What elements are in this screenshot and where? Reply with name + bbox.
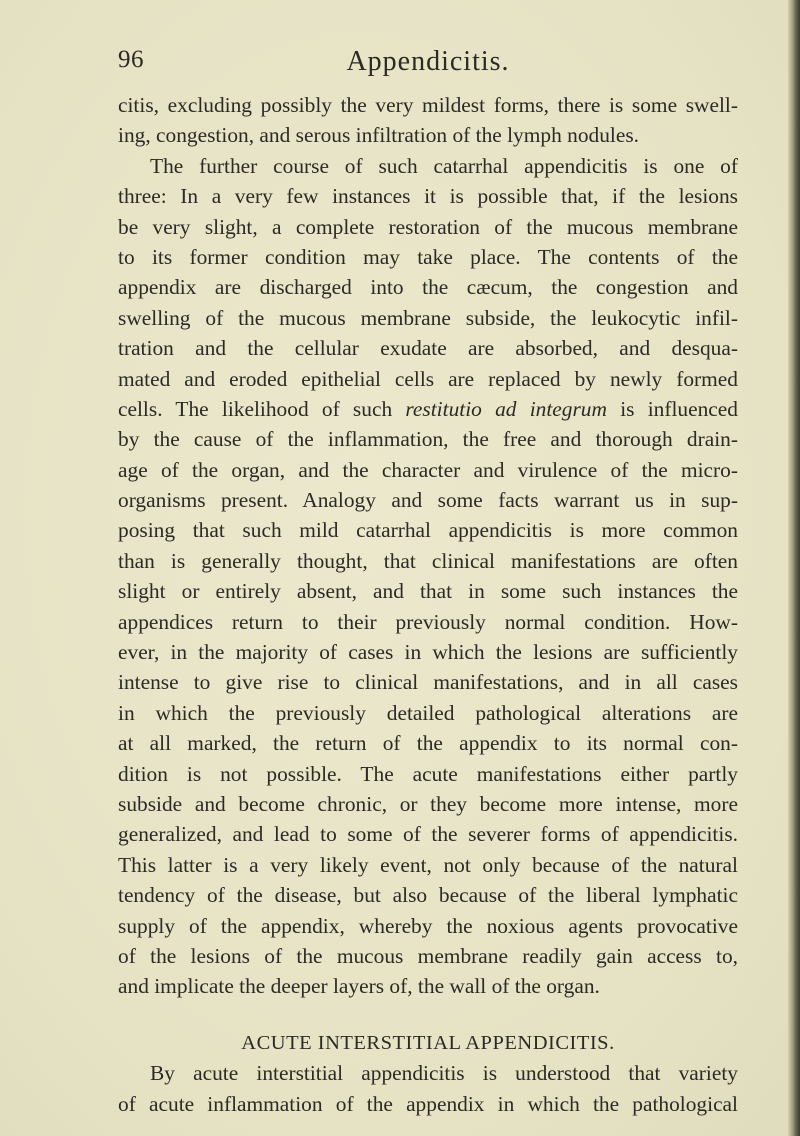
text-line: tendency of the disease, but also because of the liberal lymphatic [118, 883, 738, 908]
text-line: in which the previously detailed pathological alterations are [118, 700, 738, 725]
text-line: posing that such mild catarrhal appendicitis is more common [118, 518, 738, 543]
text-line: subside and become chronic, or they become more intense, more [118, 791, 738, 816]
text-line: three: In a very few instances it is possible that, if the lesions [118, 184, 738, 209]
text-line: ever, in the majority of cases in which the lesions are sufficiently [118, 640, 738, 665]
body-text [118, 90, 738, 1119]
text-line: age of the organ, and the character and virulence of the micro- [118, 457, 738, 482]
text-line: By acute interstitial appendicitis is understood that variety [150, 1061, 738, 1086]
text-line: of the lesions of the mucous membrane readily gain access to, [118, 943, 738, 968]
text-line: The further course of such catarrhal appendicitis is one of [150, 153, 738, 178]
text-line: tration and the cellular exudate are absorbed, and desqua- [118, 336, 738, 361]
page-edge-shadow [788, 0, 800, 1136]
text-line: mated and eroded epithelial cells are replaced by newly formed [118, 366, 738, 391]
text-line: slight or entirely absent, and that in some such instances the [118, 579, 738, 604]
text-line: swelling of the mucous membrane subside, the leukocytic infil- [118, 305, 738, 330]
page-header [118, 46, 738, 86]
page-number: 96 [118, 46, 144, 73]
running-title: Appendicitis. [346, 46, 510, 77]
text-line: of acute inflammation of the appendix in which the pathological [118, 1091, 738, 1116]
text-fragment: is influenced [606, 396, 738, 421]
text-line: dition is not possible. The acute manifestations either partly [118, 761, 738, 786]
text-line: intense to give rise to clinical manifestations, and in all cases [118, 670, 738, 695]
text-line: appendices return to their previously normal condition. How- [118, 609, 738, 634]
section-heading: ACUTE INTERSTITIAL APPENDICITIS. [241, 1031, 615, 1054]
text-line: ing, congestion, and serous infiltration of the lymph nodules. [118, 123, 640, 148]
text-line-with-italic [118, 394, 738, 424]
text-line: This latter is a very likely event, not only because of the natural [118, 852, 738, 877]
text-line: organisms present. Analogy and some facts warrant us in sup- [118, 488, 738, 513]
section-gap [118, 1002, 738, 1028]
text-line: citis, excluding possibly the very mildest forms, there is some swell- [118, 93, 738, 117]
text-line: be very slight, a complete restoration of the mucous membrane [118, 214, 738, 239]
text-line: supply of the appendix, whereby the noxious agents provocative [118, 913, 738, 938]
text-line: by the cause of the inflammation, the free and thorough drain- [118, 427, 738, 452]
italic-phrase: restitutio ad integrum [405, 396, 607, 421]
text-fragment: cells. The likelihood of such [118, 396, 406, 421]
text-line: generalized, and lead to some of the severer forms of appendicitis. [118, 822, 738, 847]
text-line: and implicate the deeper layers of, the wall of the organ. [118, 974, 600, 999]
text-line: appendix are discharged into the cæcum, the congestion and [118, 275, 738, 300]
text-line: to its former condition may take place. The contents of the [118, 244, 738, 269]
text-line: at all marked, the return of the appendix to its normal con- [118, 731, 738, 756]
text-line: than is generally thought, that clinical manifestations are often [118, 548, 738, 573]
